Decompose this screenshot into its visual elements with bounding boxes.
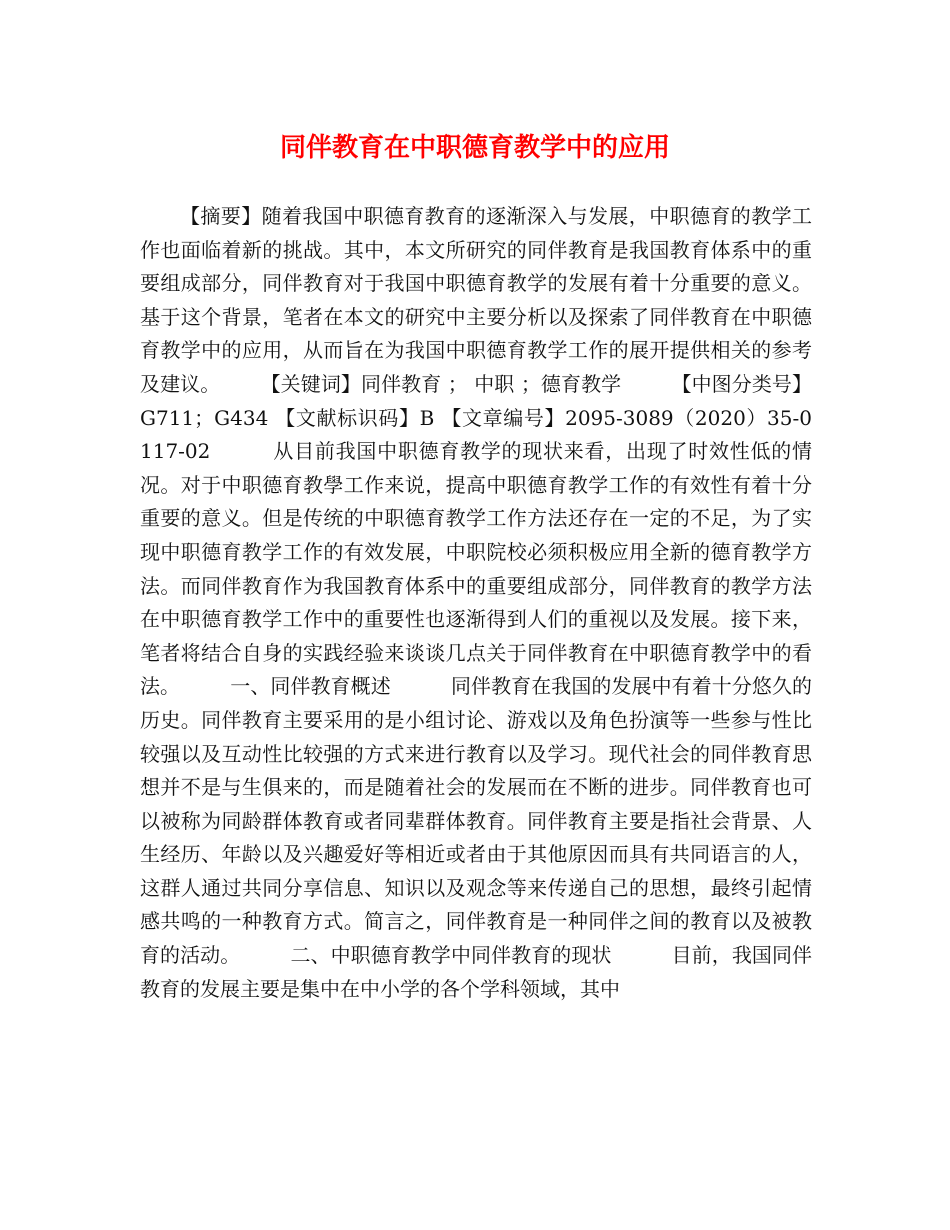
- document-title: 同伴教育在中职德育教学中的应用: [279, 133, 670, 163]
- document-body-paragraph: 【摘要】随着我国中职德育教育的逐渐深入与发展，中职德育的教学工作也面临着新的挑战。其中，本文所研究的同伴教育是我国教育体系中的重要组成部分，同伴教育对于我国中职德育教学的发展有着十分重要的意义。基于这个背景，笔者在本文的研究中主要分析以及探索了同伴教育在中职德育教学中的应用，从而旨在为我国中职德育教学工作的展开提供相关的参考及建议。 【关键词】同伴教育 ； 中职 ；德育教学 【中图分类号】G711；G434 【文献标识码】B 【文章编号】2095-3089（2020）35-0117-02 从目前我国中职德育教学的现状来看，出现了时效性低的情况。对于中职德育教學工作来说，提高中职德育教学工作的有效性有着十分重要的意义。但是传统的中职德育教学工作方法还存在一定的不足，为了实现中职德育教学工作的有效发展，中职院校必须积极应用全新的德育教学方法。而同伴教育作为我国教育体系中的重要组成部分，同伴教育的教学方法在中职德育教学工作中的重要性也逐渐得到人们的重视以及发展。接下来，笔者将结合自身的实践经验来谈谈几点关于同伴教育在中职德育教学中的看法。 一、同伴教育概述 同伴教育在我国的发展中有着十分悠久的历史。同伴教育主要采用的是小组讨论、游戏以及角色扮演等一些参与性比较强以及互动性比较强的方式来进行教育以及学习。现代社会的同伴教育思想并不是与生俱来的，而是随着社会的发展而在不断的进步。同伴教育也可以被称为同龄群体教育或者同辈群体教育。同伴教育主要是指社会背景、人生经历、年龄以及兴趣爱好等相近或者由于其他原因而具有共同语言的人，这群人通过共同分享信息、知识以及观念等来传递自己的思想，最终引起情感共鸣的一种教育方式。简言之，同伴教育是一种同伴之间的教育以及被教育的活动。 二、中职德育教学中同伴教育的现状 目前，我国同伴教育的发展主要是集中在中小学的各个学科领域，其中: [140, 204, 812, 1001]
